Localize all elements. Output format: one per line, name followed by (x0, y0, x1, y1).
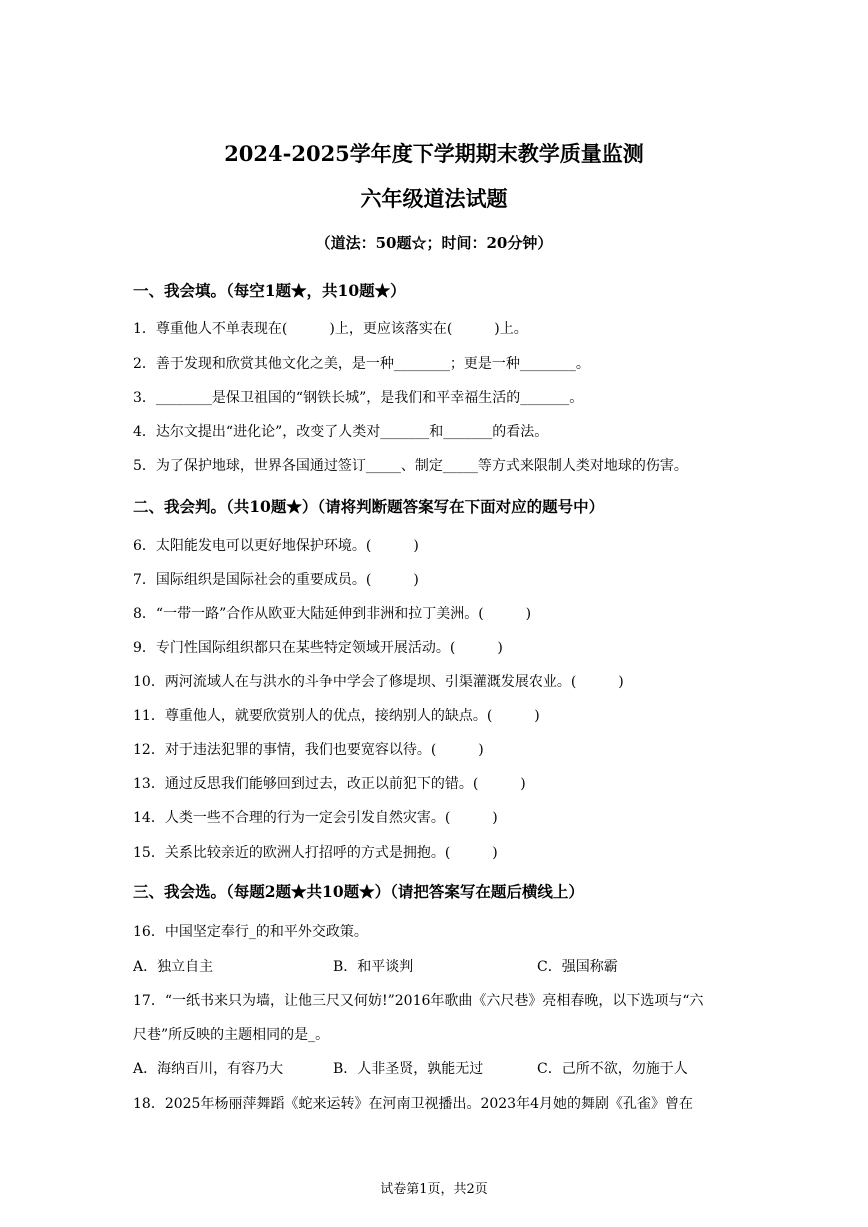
question-16-option-c: C．强国称霸 (537, 959, 618, 975)
question-6: 6．太阳能发电可以更好地保护环境。( ) (133, 538, 419, 554)
question-15: 15．关系比较亲近的欧洲人打招呼的方式是拥抱。( ) (133, 845, 498, 861)
section-heading-choose: 三、我会选。（每题2题★共10题★）（请把答案写在题后横线上） (133, 882, 584, 901)
question-17-option-b: B．人非圣贤，孰能无过 (333, 1061, 484, 1077)
question-3: 3．________是保卫祖国的“钢铁长城”，是我们和平幸福生活的_______。 (133, 390, 584, 406)
question-17-option-a: A．海纳百川，有容乃大 (133, 1061, 284, 1077)
question-14: 14．人类一些不合理的行为一定会引发自然灾害。( ) (133, 810, 498, 826)
exam-title: 2024-2025学年度下学期期末教学质量监测 (224, 141, 644, 166)
question-17-line-2: 尺巷”所反映的主题相同的是_。 (133, 1027, 330, 1043)
question-7: 7．国际组织是国际社会的重要成员。( ) (133, 572, 419, 588)
question-1: 1．尊重他人不单表现在( )上，更应该落实在( )上。 (133, 321, 528, 337)
question-13: 13．通过反思我们能够回到过去，改正以前犯下的错。( ) (133, 776, 526, 792)
question-18: 18．2025年杨丽萍舞蹈《蛇来运转》在河南卫视播出。2023年4月她的舞剧《孔雀》曾在 (133, 1096, 693, 1112)
question-5: 5．为了保护地球，世界各国通过签订_____、制定_____等方式来限制人类对地球的伤害。 (133, 458, 688, 474)
question-4: 4．达尔文提出“进化论”，改变了人类对_______和_______的看法。 (133, 424, 549, 440)
section-heading-fill: 一、我会填。（每空1题★，共10题★） (133, 281, 406, 300)
question-2: 2．善于发现和欣赏其他文化之美，是一种________；更是一种________。 (133, 356, 590, 372)
question-12: 12．对于违法犯罪的事情，我们也要宽容以待。( ) (133, 742, 484, 758)
question-11: 11．尊重他人，就要欣赏别人的优点，接纳别人的缺点。( ) (133, 708, 540, 724)
question-16-option-b: B．和平谈判 (333, 959, 414, 975)
exam-subtitle: 六年级道法试题 (360, 186, 508, 211)
question-16-option-a: A．独立自主 (133, 959, 214, 975)
question-17-line-1: 17．“一纸书来只为墙，让他三尺又何妨!”2016年歌曲《六尺巷》亮相春晚，以下选项与“六 (133, 993, 704, 1009)
question-8: 8．“一带一路”合作从欧亚大陆延伸到非洲和拉丁美洲。( ) (133, 606, 532, 622)
question-16: 16．中国坚定奉行_的和平外交政策。 (133, 924, 368, 940)
section-heading-judge: 二、我会判。（共10题★）（请将判断题答案写在下面对应的题号中） (133, 497, 605, 516)
exam-info: （道法：50题☆；时间：20分钟） (315, 234, 553, 252)
page-footer: 试卷第1页，共2页 (380, 1182, 488, 1197)
question-9: 9．专门性国际组织都只在某些特定领域开展活动。( ) (133, 640, 503, 656)
question-10: 10．两河流域人在与洪水的斗争中学会了修堤坝、引渠灌溉发展农业。( ) (133, 674, 624, 690)
question-17-option-c: C．己所不欲，勿施于人 (537, 1061, 688, 1077)
